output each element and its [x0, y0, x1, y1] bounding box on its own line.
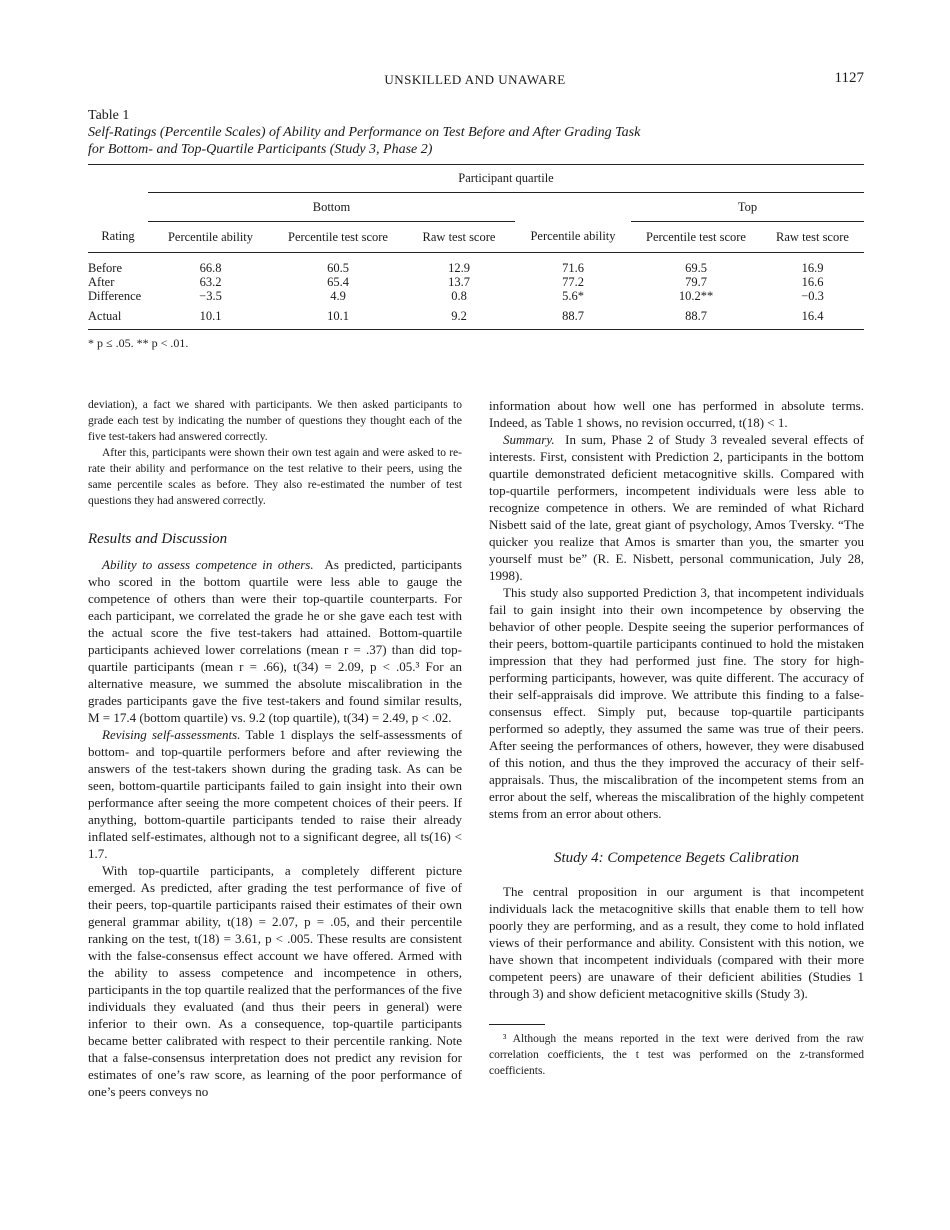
- table-cell: 10.2**: [678, 289, 714, 303]
- col-header: Percentile test score: [631, 222, 761, 253]
- row-label: After: [88, 275, 115, 289]
- table-cell: 10.1: [273, 303, 403, 330]
- group-top-header: Top: [631, 193, 864, 222]
- paragraph-text: Table 1 displays the self-assessments of bottom- and top-quartile performers before and after reviewing the answers of the test-takers shown during the grading task. As can be seen, bottom-quartile participants failed to gain insight into their own performance after seeing the more competent choices of their peers. If anything, bottom-quartile participants tended to raise their already inflated self-estimates, although not to a significant degree, all ts(16) < 1.7.: [88, 727, 463, 861]
- run-in-heading: Summary.: [503, 432, 555, 447]
- run-in-heading: Revising self-assessments.: [102, 727, 241, 742]
- footnote-rule: [489, 1024, 545, 1025]
- page-number: 1127: [834, 70, 864, 86]
- col-header: Percentile ability: [148, 222, 273, 253]
- table-cell: 66.8: [199, 261, 222, 275]
- table-cell: 5.6*: [562, 289, 584, 303]
- paragraph: [489, 431, 864, 584]
- table-note: * p ≤ .05. ** p < .01.: [88, 336, 189, 350]
- table-cell: 13.7: [448, 275, 470, 289]
- table-cell: −0.3: [801, 289, 824, 303]
- table-cell: 4.9: [330, 289, 346, 303]
- table-caption-line1: Self-Ratings (Percentile Scales) of Ability and Performance on Test Before and After Grading Task: [88, 125, 641, 140]
- row-label: Actual: [88, 303, 148, 330]
- paragraph: This study also supported Prediction 3, that incompetent individuals fail to gain insight into their own incompetence by observing the behavior of other people. Despite seeing the superior performances of their peers, bottom-quartile participants continued to hold the mistaken impression that they had performed just fine. The story for high-performing participants, however, was quite different. The accuracy of their self-appraisals did improve. We attribute this finding to a false-consensus effect. Simply put, because top-quartile participants performed so adeptly, they assumed the same was true of their peers. After seeing the performances of others, however, they were disabused of this notion, and thus the they improved the accuracy of their self-appraisals. Thus, the miscalibration of the incompetent stems from an error about the self, whereas the miscalibration of the highly competent stems from an error about others.: [489, 585, 864, 821]
- left-column: [88, 397, 462, 1100]
- table-cell: 0.8: [451, 289, 467, 303]
- paragraph: After this, participants were shown their own test again and were asked to re-rate their ability and performance on the test relative to their peers, using the same percentile scales as before. They also re-estimated the number of test questions they had answered correctly.: [88, 447, 462, 507]
- table-row: [88, 275, 864, 289]
- paragraph-text: As predicted, participants who scored in the bottom quartile were less able to gauge the competence of others than were their top-quartile counterparts. For each participant, we correlated the grade he or she gave each test with the actual score the five test-takers had attained. Bottom-quartile participants achieved lower correlations (mean r = .37) than did top-quartile participants (mean r = .66), t(34) = 2.09, p < .05.³ For an alternative measure, we summed the absolute miscalibration in the grades participants gave the five test-takers and found similar results, M = 17.4 (bottom quartile) vs. 9.2 (top quartile), t(34) = 2.49, p < .02.: [88, 557, 462, 725]
- table-cell: 12.9: [448, 261, 470, 275]
- running-title: UNSKILLED AND UNAWARE: [384, 72, 566, 87]
- table-row-actual: [88, 303, 864, 330]
- footnote: ³ Although the means reported in the text were derived from the raw correlation coefficients, the t test was performed on the z-transformed coefficients.: [489, 1033, 864, 1077]
- col-header: Raw test score: [761, 222, 864, 253]
- table-row: [88, 261, 864, 275]
- table-1: [88, 107, 864, 351]
- paragraph: With top-quartile participants, a completely different picture emerged. As predicted, after grading the test performance of five of their peers, top-quartile participants raised their estimates of their own general grammar ability, t(18) = 2.07, p = .05, and their percentile ranking on the test, t(18) = 3.61, p < .005. These results are consistent with the false-consensus effect account we have offered. Armed with the ability to assess competence and incompetence in others, participants in the top quartile realized that the performances of the five individuals they evaluated (and thus their peers in general) were inferior to their own. As a consequence, top-quartile participants became better calibrated with respect to their percentile ranking. Note that a false-consensus interpretation does not predict any revision for estimates of one’s raw score, as learning of the poor performance of one’s peers conveys no: [88, 863, 462, 1099]
- table-cell: 63.2: [199, 275, 222, 289]
- right-column: [489, 397, 864, 1079]
- table-cell: 65.4: [327, 275, 349, 289]
- col-header: Percentile test score: [273, 222, 403, 253]
- paragraph-text: In sum, Phase 2 of Study 3 revealed several effects of interests. First, consistent with Prediction 2, participants in the bottom quartile demonstrated deficient metacognitive skills. Compared with top-quartile performers, incompetent individuals were less able to recognize competence in others. We are reminded of what Richard Nisbett said of the late, great giant of psychology, Amos Tversky. “The quicker you realize that Amos is smarter than you, the smarter you yourself must be” (R. E. Nisbett, personal communication, July 28, 1998).: [489, 432, 864, 583]
- spanner-header: Participant quartile: [148, 165, 864, 193]
- paragraph: [88, 726, 462, 862]
- results-table: [88, 164, 864, 330]
- table-caption-line2: for Bottom- and Top-Quartile Participants (Study 3, Phase 2): [88, 142, 433, 157]
- table-cell: 69.5: [685, 261, 707, 275]
- table-row: [88, 289, 864, 303]
- group-bottom-header: Bottom: [148, 193, 515, 222]
- row-label: Difference: [88, 289, 142, 303]
- paragraph: [88, 556, 462, 726]
- table-cell: 9.2: [403, 303, 515, 330]
- table-cell: 16.4: [761, 303, 864, 330]
- paragraph: information about how well one has performed in absolute terms. Indeed, as Table 1 shows, no revision occurred, t(18) < 1.: [489, 398, 864, 430]
- table-cell: 88.7: [631, 303, 761, 330]
- table-cell: 16.9: [801, 261, 824, 275]
- table-cell: 71.6: [562, 261, 584, 275]
- table-label: Table 1: [88, 108, 130, 123]
- col-header-rating: Rating: [88, 222, 148, 253]
- table-cell: 79.7: [685, 275, 707, 289]
- table-cell: 16.6: [801, 275, 824, 289]
- paragraph: The central proposition in our argument is that incompetent individuals lack the metacognitive skills that enable them to tell how poorly they are performing, and as a result, they come to hold inflated views of their performance and ability. Consistent with this notion, we have shown that incompetent individuals (compared with their more competent peers) are unaware of their deficient abilities (Studies 1 through 3) and show deficient metacognitive skills (Study 3).: [489, 884, 864, 1001]
- table-cell: 60.5: [327, 261, 349, 275]
- table-cell: 77.2: [562, 275, 584, 289]
- table-cell: −3.5: [199, 289, 222, 303]
- run-in-heading: Ability to assess competence in others.: [102, 557, 314, 572]
- col-header: Percentile ability: [515, 222, 631, 253]
- paragraph: deviation), a fact we shared with participants. We then asked participants to grade each test by indicating the number of questions they thought each of the five test-takers had answered correctly.: [88, 399, 462, 443]
- section-heading: Results and Discussion: [88, 531, 228, 547]
- table-cell: 10.1: [148, 303, 273, 330]
- section-heading: Study 4: Competence Begets Calibration: [554, 850, 799, 866]
- col-header: Raw test score: [403, 222, 515, 253]
- row-label: Before: [88, 261, 123, 275]
- table-cell: 88.7: [515, 303, 631, 330]
